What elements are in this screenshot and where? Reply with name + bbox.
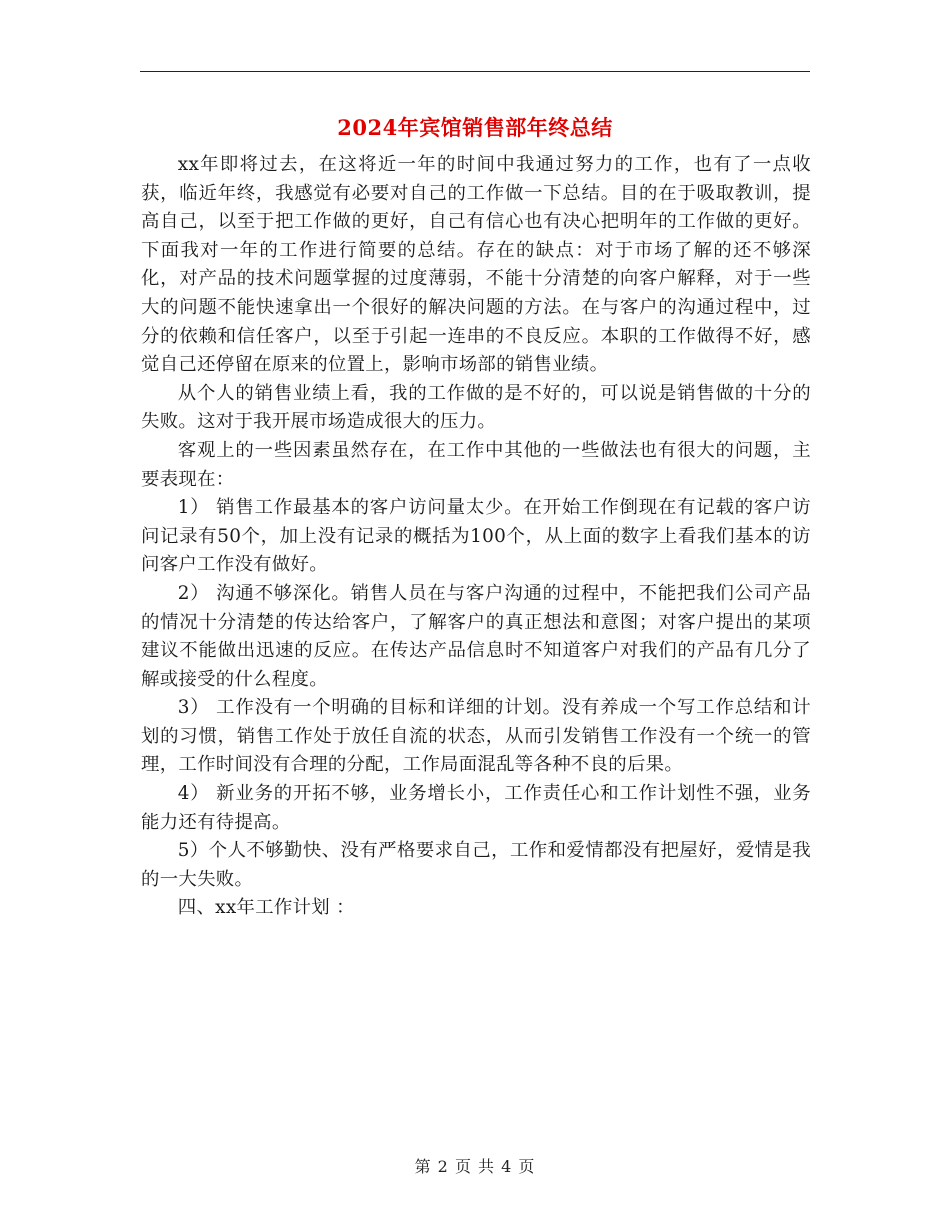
header-rule — [140, 71, 810, 72]
paragraph-performance: 从个人的销售业绩上看，我的工作做的是不好的，可以说是销售做的十分的失败。这对于我开展市场造成很大的压力。 — [141, 382, 811, 433]
list-item-3: 3） 工作没有一个明确的目标和详细的计划。没有养成一个写工作总结和计划的习惯，销售工作处于放任自流的状态，从而引发销售工作没有一个统一的管理，工作时间没有合理的分配，工作局面混乱等各种不良的后果。 — [141, 697, 811, 776]
paragraph-intro: xx年即将过去，在这将近一年的时间中我通过努力的工作，也有了一点收获，临近年终，我感觉有必要对自己的工作做一下总结。目的在于吸取教训，提高自己，以至于把工作做的更好，自己有信心也有决心把明年的工作做的更好。下面我对一年的工作进行简要的总结。存在的缺点：对于市场了解的还不够深化，对产品的技术问题掌握的过度薄弱，不能十分清楚的向客户解释，对于一些大的问题不能快速拿出一个很好的解决问题的方法。在与客户的沟通过程中，过分的依赖和信任客户，以至于引起一连串的不良反应。本职的工作做得不好，感觉自己还停留在原来的位置上，影响市场部的销售业绩。 — [141, 154, 811, 376]
list-item-4: 4） 新业务的开拓不够，业务增长小，工作责任心和工作计划性不强，业务能力还有待提高。 — [141, 783, 811, 833]
document-title: 2024年宾馆销售部年终总结 — [337, 115, 613, 140]
section-heading-plan: 四、xx年工作计划 ： — [177, 897, 355, 919]
list-item-1: 1） 销售工作最基本的客户访问量太少。在开始工作倒现在有记载的客户访问记录有50个，加上没有记录的概括为100个，从上面的数字上看我们基本的访问客户工作没有做好。 — [141, 497, 811, 576]
page-footer: 第 2 页 共 4 页 — [414, 1157, 536, 1176]
paragraph-problems-intro: 客观上的一些因素虽然存在，在工作中其他的一些做法也有很大的问题，主要表现在： — [141, 439, 811, 490]
list-item-2: 2） 沟通不够深化。销售人员在与客户沟通的过程中，不能把我们公司产品的情况十分清楚的传达给客户，了解客户的真正想法和意图；对客户提出的某项建议不能做出迅速的反应。在传达产品信息时不知道客户对我们的产品有几分了解或接受的什么程度。 — [141, 582, 811, 690]
document-body — [141, 151, 811, 923]
list-item-5: 5）个人不够勤快、没有严格要求自己，工作和爱情都没有把屋好，爱情是我的一大失败。 — [141, 840, 811, 890]
